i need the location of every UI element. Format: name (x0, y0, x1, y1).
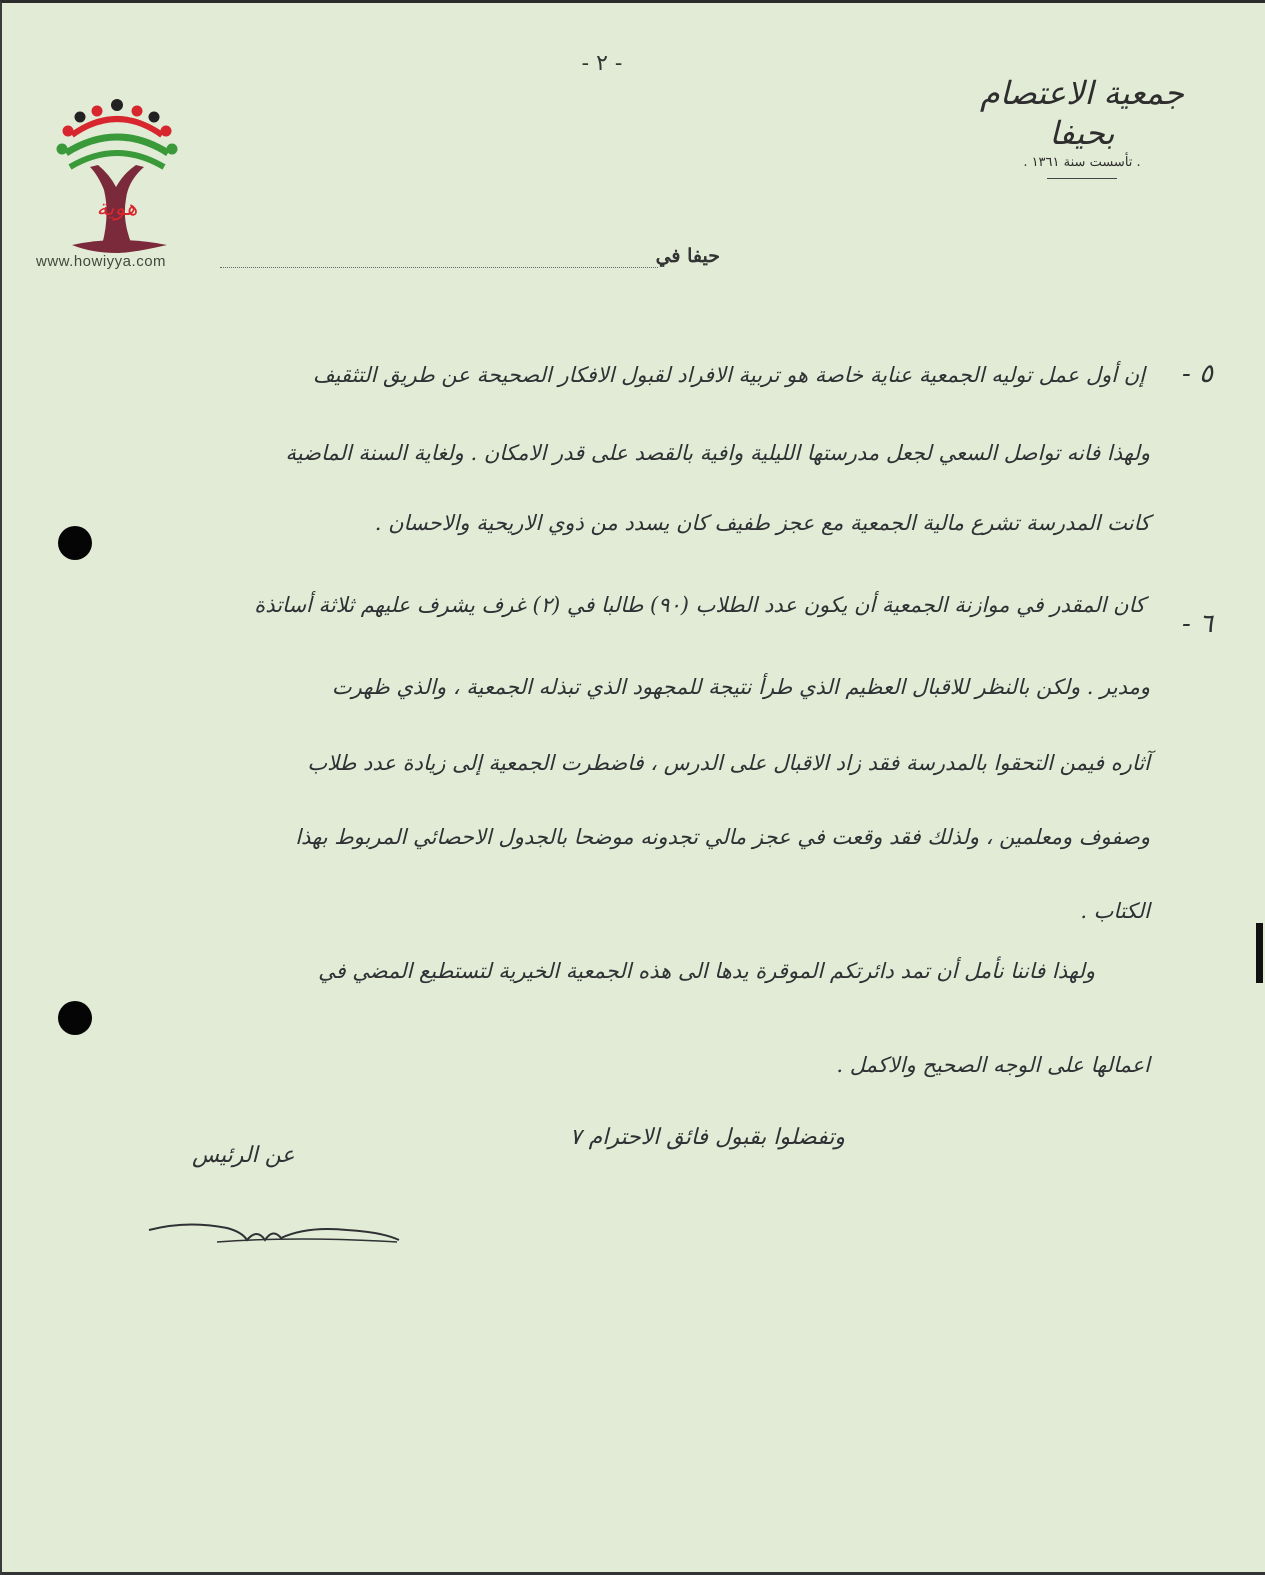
salutation: وتفضلوا بقبول فائق الاحترام ٧ (569, 1125, 845, 1150)
body-line: كانت المدرسة تشرع مالية الجمعية مع عجز طفيف كان يسدد من ذوي الاريحية والاحسان . (374, 511, 1150, 535)
closing-line: ولهذا فاننا نأمل أن تمد دائرتكم الموقرة يدها الى هذه الجمعية الخيرية لتستطيع المضي في (318, 959, 1095, 983)
page-number: - ٢ - (581, 51, 623, 76)
letterhead (962, 73, 1202, 179)
place-label: حيفا في (655, 245, 720, 267)
handwritten-signature (147, 1218, 407, 1258)
item-marker: ٦ - (1181, 609, 1213, 639)
body-line: ومدير . ولكن بالنظر للاقبال العظيم الذي طرأ نتيجة للمجهود الذي تبذله الجمعية ، والذي ظهرت (331, 675, 1150, 699)
dotted-fill-line (220, 267, 658, 268)
family-tree-logo-icon (32, 95, 202, 275)
body-line: آثاره فيمن التحقوا بالمدرسة فقد زاد الاقبال على الدرس ، فاضطرت الجمعية إلى زيادة عدد طلاب (307, 751, 1150, 775)
body-line: إن أول عمل توليه الجمعية عناية خاصة هو تربية الافراد لقبول الافكار الصحيحة عن طريق التثقيف (312, 363, 1145, 387)
logo-url: www.howiyya.com (36, 253, 167, 270)
scan-edge-mark (1256, 923, 1263, 983)
body-line: ولهذا فانه تواصل السعي لجعل مدرستها الليلية وافية بالقصد على قدر الامكان . ولغاية السنة الماضية (285, 441, 1150, 465)
svg-text:هوية: هوية (96, 196, 138, 221)
body-line: الكتاب . (1080, 899, 1150, 923)
letterhead-rule (1047, 178, 1117, 179)
closing-line: اعمالها على الوجه الصحيح والاكمل . (836, 1053, 1150, 1077)
item-marker: ٥ - (1181, 359, 1213, 389)
organization-name: جمعية الاعتصام بحيفا (980, 74, 1184, 152)
founded-year: . تأسست سنة ١٣٦١ . (1023, 155, 1141, 170)
place-date-line (220, 241, 720, 275)
signature-title: عن الرئيس (192, 1143, 295, 1168)
body-line: وصفوف ومعلمين ، ولذلك فقد وقعت في عجز مالي تجدونه موضحا بالجدول الاحصائي المربوط بهذا (295, 825, 1150, 849)
punch-hole (58, 526, 92, 560)
body-line: كان المقدر في موازنة الجمعية أن يكون عدد الطلاب (٩٠) طالبا في (٢) غرف يشرف عليهم ثلاثة أساتذة (254, 593, 1145, 617)
punch-hole (58, 1001, 92, 1035)
